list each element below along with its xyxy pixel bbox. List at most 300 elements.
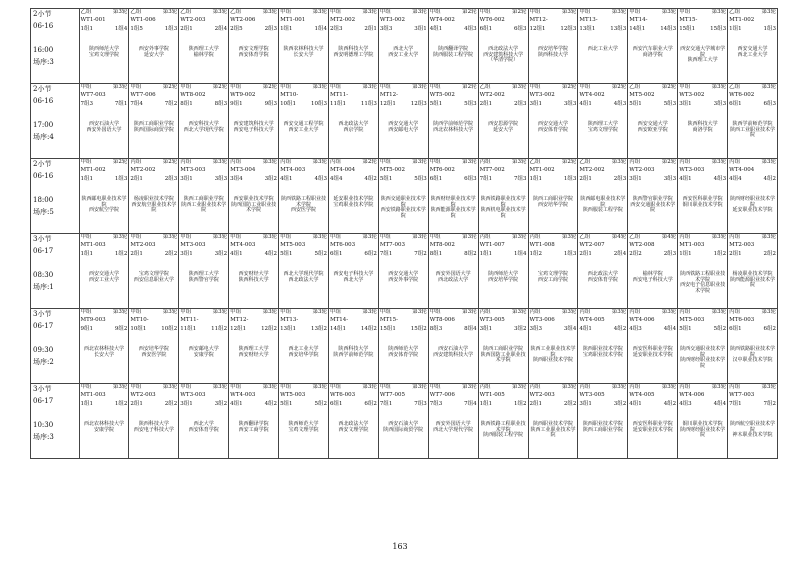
match-code: MT2-003	[729, 242, 755, 248]
round-label: 第3轮	[212, 309, 228, 315]
seed-a: 3组1	[529, 101, 543, 107]
time-slot-cell	[31, 234, 80, 309]
slot-label: 3小节	[33, 235, 52, 243]
team-a-name: 西安交通大学	[88, 271, 119, 277]
match-code: WT4-003	[230, 392, 256, 398]
team-b-name: 延安大学	[493, 126, 514, 133]
team-b-name: 西北农林科技大学	[433, 126, 474, 133]
team-a-name: 西安石油大学	[88, 121, 119, 127]
seed-b: 2组2	[164, 251, 178, 257]
round-label: 第3轮	[312, 159, 327, 165]
match-cell	[179, 309, 229, 384]
date-label: 06-16	[33, 97, 54, 105]
seed-row	[129, 327, 178, 336]
date-label: 06-17	[33, 322, 54, 330]
team-a-name: 陕西学前师范学院	[433, 121, 474, 127]
seed-row	[578, 27, 627, 36]
seed-a: 6组1	[429, 176, 443, 182]
group-label: 甲组	[130, 234, 142, 240]
team-b-name: 延安大学	[143, 51, 164, 58]
match-code: WT5-002	[429, 92, 455, 98]
team-b-name: 陕西工业职业技术学院	[181, 201, 227, 213]
team-b-name: 西安工业大学	[288, 126, 319, 133]
seed-a: 1组5	[130, 26, 143, 32]
group-label: 甲组	[679, 9, 691, 15]
team-b-name: 西安体育学院	[238, 51, 269, 58]
seed-row	[529, 27, 578, 36]
team-a-name: 西安职业技术学院	[233, 196, 274, 202]
seed-b: 11组2	[211, 326, 228, 332]
group-label: 甲组	[180, 309, 192, 315]
round-label: 第3轮	[312, 84, 327, 90]
round-label: 第2轮	[561, 84, 577, 90]
group-label: 甲组	[80, 309, 92, 315]
group-label: 甲组	[379, 234, 391, 240]
seed-b: 14组3	[660, 26, 677, 32]
seed-b: 4组2	[364, 176, 377, 182]
team-a-name: 陕西交通职业技术学院	[380, 196, 426, 208]
seed-b: 10组3	[310, 101, 327, 107]
seed-a: 9组1	[80, 326, 93, 332]
team-a-name: 陕西职业技术学院	[582, 421, 623, 427]
seed-row	[229, 252, 278, 261]
seed-a: 5组1	[679, 326, 692, 332]
seed-a: 1组1	[80, 401, 93, 407]
seed-a: 2组3	[329, 26, 343, 32]
round-label: 第3轮	[512, 384, 527, 390]
seed-row	[529, 327, 578, 336]
seed-row	[479, 252, 528, 261]
seed-b: 2组2	[563, 401, 577, 407]
venue-label: 场序:3	[33, 433, 54, 441]
match-cell	[428, 384, 478, 459]
seed-row	[379, 27, 428, 36]
group-label: 丙组	[529, 309, 541, 315]
match-cell	[428, 309, 478, 384]
seed-b: 8组3	[214, 101, 228, 107]
match-cell	[478, 159, 528, 234]
team-b-name: 陕西国防工业职业技术学院	[480, 351, 526, 363]
seed-b: 9组3	[264, 101, 278, 107]
match-code: MT13-	[280, 317, 299, 323]
seed-row	[578, 402, 627, 411]
match-code: MT4-003	[230, 242, 256, 248]
seed-a: 5组1	[379, 176, 393, 182]
seed-b: 3组2	[264, 176, 278, 182]
seed-row	[479, 102, 528, 111]
group-label: 甲组	[429, 84, 441, 90]
seed-b: 3组3	[713, 101, 727, 107]
team-b-name: 陕西服装工程学院	[433, 51, 474, 58]
seed-a: 2组1	[579, 176, 592, 182]
seed-row	[628, 102, 677, 111]
seed-row	[728, 177, 777, 186]
group-label: 甲组	[230, 234, 242, 240]
seed-row	[429, 252, 478, 261]
seed-row	[229, 327, 278, 336]
time-slot-cell	[31, 159, 80, 234]
team-b-name: 西安外事学院	[388, 276, 419, 283]
seed-a: 3组1	[479, 326, 493, 332]
seed-row	[279, 402, 328, 411]
round-label: 第3轮	[362, 9, 377, 15]
seed-row	[728, 402, 777, 411]
seed-b: 11组3	[360, 101, 377, 107]
team-b-name: 陕西国际商贸学院	[383, 426, 424, 433]
match-code: WT2-006	[230, 17, 256, 23]
match-cell	[179, 234, 229, 309]
group-label: 甲组	[329, 9, 341, 15]
match-code: MT7-003	[379, 242, 405, 248]
team-b-name: 西北政法大学	[438, 276, 469, 283]
seed-row	[429, 327, 478, 336]
seed-b: 6组3	[464, 176, 477, 182]
team-b-name: 陕西工业职业技术学院	[730, 126, 776, 138]
seed-b: 2组4	[214, 26, 228, 32]
team-a-name: 西安思源学院	[488, 121, 519, 127]
team-b-name: 西安航空职业技术学院	[131, 201, 177, 213]
seed-a: 7组1	[379, 401, 393, 407]
round-label: 第2轮	[262, 84, 278, 90]
time-label: 16:00	[33, 46, 54, 54]
round-label: 第2轮	[212, 84, 228, 90]
match-code: WT1-007	[479, 242, 505, 248]
team-b-name: 陕西财经职业技术学院	[680, 357, 726, 369]
team-a-name: 陕西邮电职业技术学院	[580, 196, 626, 208]
seed-a: 7组1	[479, 176, 493, 182]
seed-b: 3组4	[563, 326, 577, 332]
seed-b: 4组2	[613, 326, 627, 332]
group-label: 丙组	[679, 159, 691, 165]
group-label: 丙组	[729, 309, 741, 315]
match-code: MT1-002	[529, 167, 555, 173]
match-code: MT6-003	[329, 242, 356, 248]
match-cell	[428, 9, 478, 84]
group-label: 丙组	[679, 234, 691, 240]
seed-b: 7组1	[114, 101, 128, 107]
team-b-name: 神木职业技术学院	[732, 432, 773, 438]
match-code: WT2-008	[629, 242, 655, 248]
seed-b: 8组2	[464, 251, 477, 257]
team-a-name: 西北政法大学	[338, 121, 369, 127]
seed-a: 7组3	[429, 401, 443, 407]
round-label: 第3轮	[112, 309, 128, 315]
seed-a: 4组1	[679, 176, 692, 182]
seed-b: 1组2	[114, 401, 128, 407]
seed-row	[578, 252, 627, 261]
match-code: WT3-002	[379, 17, 406, 23]
seed-row	[728, 102, 777, 111]
team-b-name: 西安培华学院	[537, 201, 568, 208]
group-label: 甲组	[679, 84, 691, 90]
team-a-name: 陕西理工大学	[238, 346, 269, 352]
seed-a: 4组1	[579, 326, 592, 332]
team-b-name: 延安职业技术学院	[632, 351, 673, 358]
seed-b: 1组3	[563, 176, 577, 182]
team-b-name: 西安电子科技大学	[133, 426, 174, 433]
match-code: WT5-003	[280, 392, 306, 398]
team-a-name: 陕西科技大学	[338, 46, 369, 52]
match-cell	[79, 384, 129, 459]
venue-label: 场序:5	[33, 208, 54, 216]
match-code: WT4-006	[679, 392, 705, 398]
match-cell	[378, 234, 428, 309]
match-code: MT6-002	[429, 167, 455, 173]
spacer	[33, 184, 77, 196]
round-label: 第3轮	[362, 234, 377, 240]
team-a-name: 陕西铁路工程职业技术学院	[281, 196, 327, 208]
match-code: WT7-006	[130, 92, 156, 98]
seed-b: 2组2	[164, 401, 178, 407]
seed-a: 2组5	[230, 26, 243, 32]
seed-b: 1组4	[514, 251, 527, 257]
seed-b: 4组4	[713, 401, 727, 407]
match-cell	[79, 309, 129, 384]
match-cell	[279, 309, 329, 384]
team-a-name: 西安交通大学	[637, 121, 668, 127]
team-a-name: 陕西工商职业学院	[133, 121, 174, 127]
team-a-name: 西安科技大学	[188, 121, 219, 127]
venue-label: 场序:1	[33, 283, 54, 291]
seed-row	[578, 327, 627, 336]
round-label: 第3轮	[262, 9, 278, 15]
team-a-name: 西安培华学院	[138, 346, 169, 352]
match-code: MT4-004	[329, 167, 356, 173]
seed-a: 12组1	[529, 26, 546, 32]
seed-row	[628, 402, 677, 411]
team-b-name: 宝鸡文理学院	[587, 126, 618, 133]
match-cell	[528, 159, 578, 234]
round-label: 第3轮	[162, 384, 178, 390]
seed-row	[678, 327, 727, 336]
seed-row	[80, 327, 129, 336]
match-code: WT7-003	[729, 392, 755, 398]
team-a-name: 陕西邮电职业技术学院	[81, 196, 127, 208]
group-label: 丙组	[629, 159, 641, 165]
team-a-name: 西安外事学院	[138, 46, 169, 52]
seed-a: 2组1	[130, 176, 143, 182]
seed-row	[379, 102, 428, 111]
match-cell	[578, 309, 628, 384]
seed-b: 10组2	[161, 326, 178, 332]
match-cell	[79, 9, 129, 84]
team-a-name: 陕西铁路工程职业技术学院	[680, 271, 726, 283]
round-label: 第3轮	[561, 9, 577, 15]
team-a-name: 杨凌职业技术学院	[732, 271, 773, 277]
match-cell	[229, 159, 279, 234]
match-code: MT9-003	[80, 317, 106, 323]
seed-row	[379, 252, 428, 261]
match-cell	[728, 159, 778, 234]
team-b-name: 安康学院	[193, 351, 214, 358]
seed-row	[429, 402, 478, 411]
group-label: 丙组	[579, 309, 591, 315]
team-a-name: 陕西交通职业技术学院	[680, 346, 726, 358]
seed-b: 6组2	[364, 401, 377, 407]
match-code: WT3-006	[529, 317, 555, 323]
match-code: MT1-003	[80, 392, 106, 398]
schedule-block	[31, 309, 778, 384]
date-label: 06-17	[33, 397, 54, 405]
seed-a: 4组1	[629, 401, 642, 407]
team-b-name: 长安大学	[293, 51, 314, 58]
round-label: 第3轮	[761, 234, 776, 240]
team-a-name: 西安交通工程学院	[283, 121, 324, 127]
seed-b: 3组2	[214, 401, 228, 407]
page-number: 163	[392, 542, 408, 551]
seed-row	[179, 177, 228, 186]
group-label: 甲组	[180, 384, 192, 390]
seed-a: 10组1	[130, 326, 147, 332]
team-b-name: 西安工商学院	[238, 426, 269, 433]
match-cell	[478, 234, 528, 309]
team-b-name: 延安职业技术学院	[732, 207, 773, 213]
group-label: 丙组	[329, 159, 341, 165]
team-a-name: 陕西铁路职业技术学院	[480, 196, 526, 208]
seed-row	[379, 402, 428, 411]
schedule-block	[31, 9, 778, 84]
match-code: MT6-003	[729, 317, 755, 323]
team-b-name: 陕西工业职业技术学院	[530, 426, 576, 438]
seed-row	[129, 27, 178, 36]
seed-b: 6组3	[514, 26, 527, 32]
match-cell	[129, 384, 179, 459]
group-label: 丙组	[729, 384, 741, 390]
seed-b: 1组2	[514, 401, 527, 407]
group-label: 乙组	[230, 9, 242, 15]
match-code: WT2-002	[479, 92, 505, 98]
match-cell	[478, 309, 528, 384]
seed-row	[179, 27, 228, 36]
match-code: WT2-007	[579, 242, 605, 248]
group-label: 甲组	[429, 9, 441, 15]
seed-row	[80, 402, 129, 411]
group-label: 甲组	[579, 9, 591, 15]
group-label: 甲组	[379, 9, 391, 15]
team-b-name: 西北政法大学	[288, 276, 319, 283]
round-label: 第3轮	[412, 234, 427, 240]
spacer	[33, 259, 77, 271]
team-a-name: 西北大学	[393, 46, 414, 52]
seed-a: 3组1	[679, 101, 692, 107]
team-a-name: 陕西科技大学	[138, 421, 169, 427]
match-cell	[728, 84, 778, 159]
round-label: 第2轮	[162, 159, 178, 165]
seed-b: 7组2	[164, 101, 178, 107]
team-a-name: 西安文理学院	[238, 46, 269, 52]
team-b-name: 宝鸡职业技术学院	[333, 201, 374, 208]
team-a-name: 陕西工商职业学院	[183, 196, 224, 202]
match-cell	[678, 384, 728, 459]
team-b-name: 陕西能源职业技术学院	[430, 207, 476, 219]
group-label: 甲组	[329, 234, 341, 240]
round-label: 第3轮	[661, 384, 677, 390]
seed-b: 4组3	[464, 26, 477, 32]
round-label: 第3轮	[611, 384, 627, 390]
team-a-name: 陕西理工大学	[188, 46, 219, 52]
team-b-name: 榆林学院	[193, 51, 214, 58]
team-a-name: 西北政法大学	[587, 271, 618, 277]
match-code: WT3-003	[180, 392, 206, 398]
seed-b: 1组2	[114, 251, 128, 257]
team-b-name: 陕西国防工业职业技术学院	[231, 201, 277, 213]
seed-a: 4组1	[230, 251, 243, 257]
seed-a: 11组1	[180, 326, 197, 332]
team-b-name: 西安工业大学	[388, 51, 419, 58]
group-label: 甲组	[379, 384, 391, 390]
match-code: MT4-003	[280, 167, 306, 173]
seed-b: 4组3	[314, 176, 327, 182]
seed-row	[578, 102, 627, 111]
seed-row	[329, 402, 378, 411]
seed-a: 4组4	[729, 176, 742, 182]
seed-b: 4组4	[663, 326, 677, 332]
match-code: WT1-006	[130, 17, 156, 23]
team-b-name: 西安医学院	[141, 351, 167, 358]
group-label: 丙组	[729, 159, 741, 165]
seed-a: 3组3	[379, 26, 393, 32]
round-label: 第3轮	[611, 159, 627, 165]
match-code: MT5-002	[629, 92, 655, 98]
group-label: 甲组	[80, 234, 92, 240]
seed-b: 12组2	[261, 326, 278, 332]
time-label: 09:30	[33, 346, 54, 354]
seed-b: 4组2	[264, 251, 278, 257]
group-label: 丙组	[679, 309, 691, 315]
team-a-name: 西安外国语大学	[435, 421, 471, 427]
seed-row	[129, 252, 178, 261]
seed-a: 3组1	[180, 401, 193, 407]
match-cell	[129, 84, 179, 159]
round-label: 第3轮	[561, 384, 577, 390]
round-label: 第3轮	[362, 309, 377, 315]
seed-a: 2组1	[130, 401, 143, 407]
seed-b: 8组4	[464, 326, 477, 332]
seed-a: 1组1	[529, 176, 543, 182]
seed-row	[179, 327, 228, 336]
seed-a: 7组1	[729, 401, 742, 407]
round-label: 第3轮	[761, 384, 776, 390]
team-b-name: 陕西工商职业学院	[582, 426, 623, 433]
round-label: 第3轮	[611, 309, 627, 315]
group-label: 丙组	[579, 384, 591, 390]
match-code: WT7-003	[80, 92, 106, 98]
slot-label: 2小节	[33, 160, 52, 168]
round-label: 第3轮	[462, 309, 477, 315]
match-cell	[578, 159, 628, 234]
round-label: 第3轮	[661, 9, 677, 15]
group-label: 甲组	[329, 84, 341, 90]
team-a-name: 西安医科职业学院	[682, 196, 723, 202]
seed-b: 7组4	[464, 401, 477, 407]
group-label: 丙组	[479, 159, 491, 165]
seed-b: 2组3	[514, 101, 527, 107]
spacer	[33, 109, 77, 121]
match-cell	[378, 9, 428, 84]
match-code: MT2-003	[130, 242, 156, 248]
schedule-block	[31, 384, 778, 459]
seed-b: 13组2	[310, 326, 327, 332]
round-label: 第3轮	[262, 234, 278, 240]
seed-a: 4组3	[679, 401, 692, 407]
match-cell	[179, 384, 229, 459]
seed-a: 1组1	[80, 251, 93, 257]
date-label: 06-17	[33, 247, 54, 255]
match-code: WT8-006	[429, 317, 455, 323]
seed-b: 1组3	[164, 26, 178, 32]
team-b-name: 宝鸡文理学院	[88, 51, 119, 58]
team-a-name: 陕西农林科技大学	[283, 46, 324, 52]
